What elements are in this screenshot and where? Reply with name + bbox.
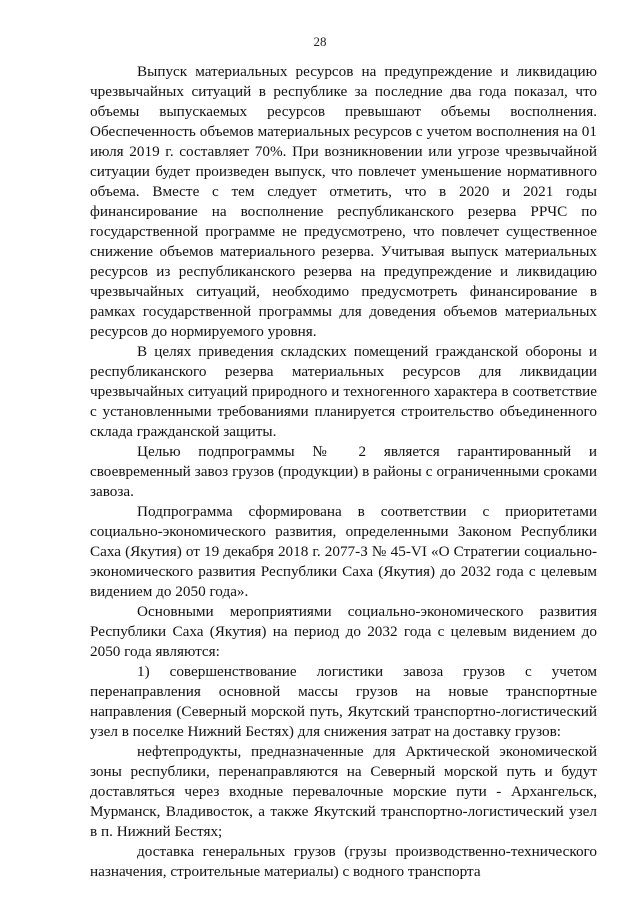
- paragraph-main-measures: Основными мероприятиями социально-экономического развития Республики Саха (Якутия) на период до 2032 года с целевым видением до 2050 года являются:: [90, 603, 597, 660]
- paragraph-general-cargo: доставка генеральных грузов (грузы производственно-технического назначения, строительные материалы) с водного транспорта: [90, 843, 597, 880]
- paragraph-subprogram-basis: Подпрограмма сформирована в соответствии с приоритетами социально-экономического развития, определенными Законом Республики Саха (Якутия) от 19 декабря 2018 г. 2077-З № 45-VI «О Стратегии социально-экономического развития Республики Саха (Якутия) до 2032 года с целевым видением до 2050 года».: [90, 503, 597, 600]
- page-number: 28: [313, 34, 327, 49]
- paragraph-subprogram-goal: Целью подпрограммы № 2 является гарантированный и своевременный завоз грузов (продукции) в районы с ограниченными сроками завоза.: [90, 443, 597, 500]
- list-item-logistics: 1) совершенствование логистики завоза грузов с учетом перенаправления основной массы грузов на новые транспортные направления (Северный морской путь, Якутский транспортно-логистический узел в поселке Нижний Бестях) для снижения затрат на доставку грузов:: [90, 663, 597, 740]
- document-body: [90, 62, 597, 882]
- paragraph-material-reserves: Выпуск материальных ресурсов на предупреждение и ликвидацию чрезвычайных ситуаций в республике за последние два года показал, что объемы выпускаемых ресурсов превышают объемы восполнения. Обеспеченность объемов материальных ресурсов с учетом восполнения на 01 июля 2019 г. составляет 70%. При возникновении или угрозе чрезвычайной ситуации будет произведен выпуск, что повлечет уменьшение нормативного объема. Вместе с тем следует отметить, что в 2020 и 2021 годы финансирование на восполнение республиканского резерва РРЧС по государственной программе не предусмотрено, что повлечет существенное снижение объемов материального резерва. Учитывая выпуск материальных ресурсов из республиканского резерва на предупреждение и ликвидацию чрезвычайных ситуаций, необходимо предусмотреть финансирование в рамках государственной программы для доведения объемов материальных ресурсов до нормируемого уровня.: [90, 63, 597, 340]
- paragraph-petroleum-products: нефтепродукты, предназначенные для Арктической экономической зоны республики, перенаправляются на Северный морской путь и будут доставляться через входные перевалочные морские пути - Архангельск, Мурманск, Владивосток, а также Якутский транспортно-логистический узел в п. Нижний Бестях;: [90, 743, 597, 840]
- paragraph-civil-defense-warehouse: В целях приведения складских помещений гражданской обороны и республиканского резерва материальных ресурсов для ликвидации чрезвычайных ситуаций природного и техногенного характера в соответствие с установленными требованиями планируется строительство объединенного склада гражданской защиты.: [90, 343, 597, 440]
